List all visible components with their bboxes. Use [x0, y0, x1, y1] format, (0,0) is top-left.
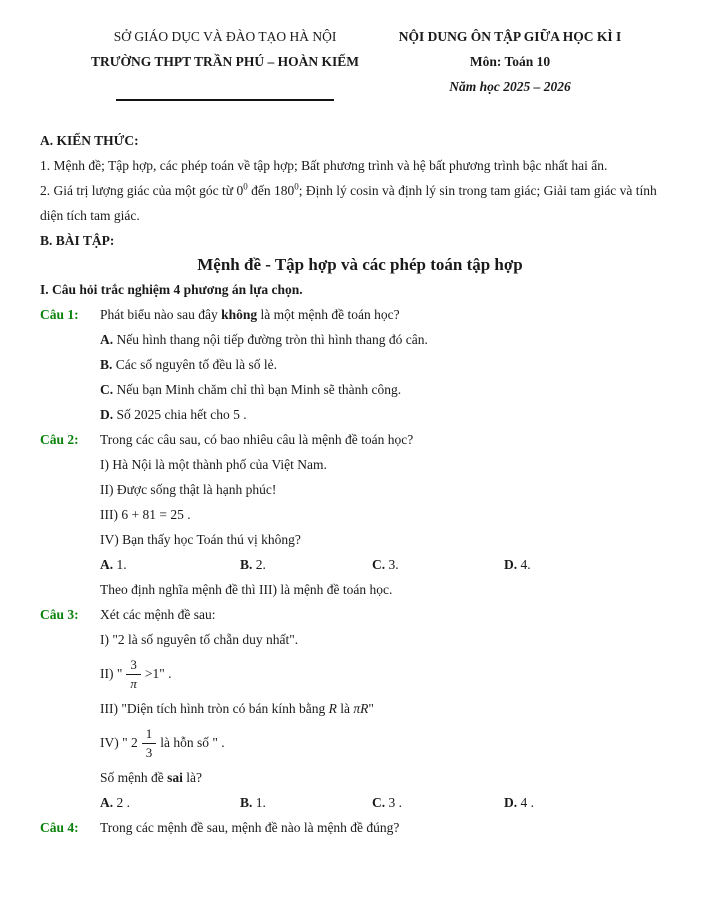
question-2-item-4: IV) Bạn thấy học Toán thú vị không?: [100, 532, 301, 547]
question-3-options: [100, 790, 680, 815]
question-4: [40, 815, 680, 840]
question-2-item-1: I) Hà Nội là một thành phố của Việt Nam.: [100, 457, 327, 472]
question-3-option-b: B. 1.: [240, 795, 266, 810]
question-4-text: Trong các mệnh đề sau, mệnh đề nào là mệnh đề đúng?: [100, 820, 400, 835]
question-1-option-c: C. Nếu bạn Minh chăm chỉ thì bạn Minh sẽ thành công.: [100, 382, 402, 397]
degree-superscript: 0: [243, 181, 248, 192]
question-3-item-4: IV) " 2 $\frac{1}{3}$ là hỗn số " .: [100, 725, 225, 760]
document-title: NỘI DUNG ÔN TẬP GIỮA HỌC KÌ I: [398, 29, 622, 44]
question-3-label: Câu 3:: [40, 607, 79, 622]
degree-superscript: 0: [294, 181, 299, 192]
math-symbol-piR: πR: [353, 701, 369, 716]
header-right-block: [365, 24, 655, 99]
question-3-option-a: A. 2 .: [100, 795, 130, 810]
question-3: [40, 602, 680, 815]
part1-heading: I. Câu hỏi trắc nghiệm 4 phương án lựa chọn.: [40, 282, 303, 297]
question-3-subquestion: Số mệnh đề sai là?: [100, 770, 203, 785]
department-name: SỞ GIÁO DỤC VÀ ĐÀO TẠO HÀ NỘI: [113, 29, 337, 44]
question-3-item-1: I) "2 là số nguyên tố chẵn duy nhất".: [100, 632, 299, 647]
knowledge-heading: A. KIẾN THỨC:: [40, 133, 139, 148]
question-2-option-d: D. 4.: [504, 557, 531, 572]
question-1-option-b: B. Các số nguyên tố đều là số lẻ.: [100, 357, 277, 372]
topic-title: Mệnh đề - Tập hợp và các phép toán tập hợp: [197, 255, 523, 274]
question-2-option-c: C. 3.: [372, 557, 399, 572]
question-3-option-d: D. 4 .: [504, 795, 534, 810]
question-3-option-c: C. 3 .: [372, 795, 402, 810]
question-3-item-3: III) "Diện tích hình tròn có bán kính bằng R là πR": [100, 701, 374, 716]
question-1-option-a: A. Nếu hình thang nội tiếp đường tròn thì hình thang đó cân.: [100, 332, 428, 347]
question-2-item-2: II) Được sống thật là hạnh phúc!: [100, 482, 277, 497]
header-left-block: [60, 24, 390, 101]
question-1: [40, 302, 680, 427]
question-2-note: Theo định nghĩa mệnh đề thì III) là mệnh đề toán học.: [100, 582, 393, 597]
question-3-item-2: II) " $\frac{3}{\pi}$ >1" .: [100, 656, 172, 691]
question-3-text: Xét các mệnh đề sau:: [100, 607, 216, 622]
question-1-option-d: D. Số 2025 chia hết cho 5 .: [100, 407, 247, 422]
knowledge-item-2: 2. Giá trị lượng giác của một góc từ $0^0$ đến $180^0$; Định lý cosin và định lý sin trong tam giác; Giải tam giác và tính diện tích tam giác.: [40, 181, 657, 223]
signature-line: [116, 99, 334, 101]
math-symbol-R: R: [328, 701, 337, 716]
subject-line: Môn: Toán 10: [469, 54, 551, 69]
question-1-label: Câu 1:: [40, 307, 79, 322]
question-2-text: Trong các câu sau, có bao nhiêu câu là mệnh đề toán học?: [100, 432, 414, 447]
question-4-label: Câu 4:: [40, 820, 79, 835]
fraction-1-over-3: $\frac{1}{3}$: [142, 726, 157, 761]
question-2-option-a: A. 1.: [100, 557, 127, 572]
knowledge-item-1: 1. Mệnh đề; Tập hợp, các phép toán về tập hợp; Bất phương trình và hệ bất phương trình bậc nhất hai ẩn.: [40, 158, 608, 173]
question-2-options: [100, 552, 680, 577]
question-1-text: Phát biểu nào sau đây không là một mệnh đề toán học?: [100, 307, 400, 322]
document-header: [40, 24, 680, 128]
question-2: [40, 427, 680, 602]
school-year-line: Năm học 2025 – 2026: [449, 79, 571, 94]
question-2-item-3: III) 6 + 81 = 25 .: [100, 507, 191, 522]
question-2-option-b: B. 2.: [240, 557, 266, 572]
question-2-label: Câu 2:: [40, 432, 79, 447]
school-name: TRƯỜNG THPT TRẦN PHÚ – HOÀN KIẾM: [90, 54, 360, 69]
exercises-heading: B. BÀI TẬP:: [40, 233, 115, 248]
fraction-3-over-pi: $\frac{3}{\pi}$: [126, 657, 141, 692]
